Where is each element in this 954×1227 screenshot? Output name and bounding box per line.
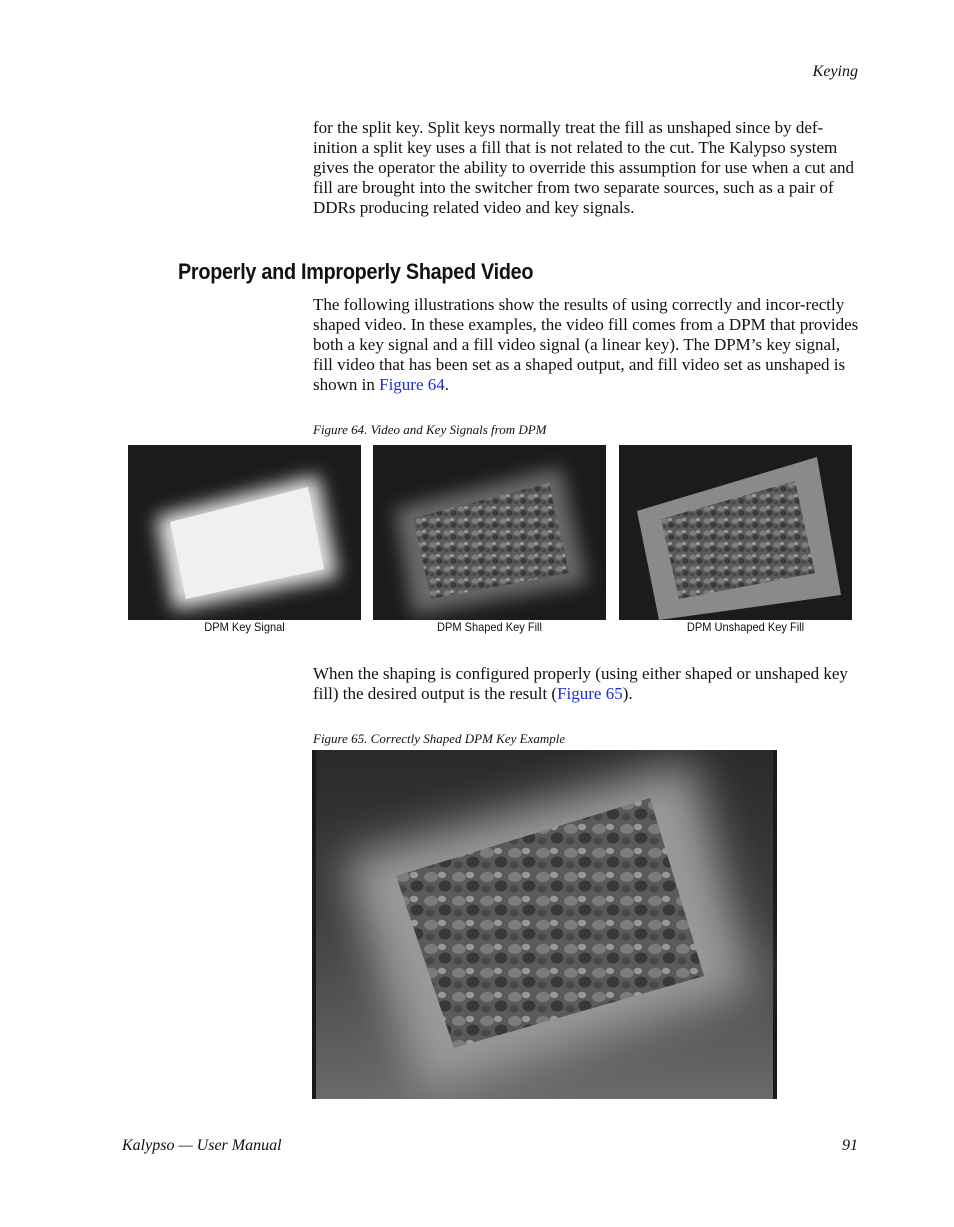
key-signal-image [128, 445, 361, 620]
body-paragraph: for the split key. Split keys normally treat the fill as unshaped since by def-inition a split key uses a fill that is not related to the cut. The Kalypso system gives the operator the ability to override this assumption for use when a cut and fill are brought into the switcher from two separate sources, such as a pair of DDRs producing related video and key signals. [313, 118, 855, 217]
section-heading: Properly and Improperly Shaped Video [178, 259, 534, 284]
paragraph-text: When the shaping is configured properly (using either shaped or unshaped key fill) the desired output is the result ( [313, 664, 848, 703]
footer-manual-title: Kalypso — User Manual [122, 1137, 282, 1154]
paragraph-end: . [444, 375, 450, 394]
figure-caption: Figure 65. Correctly Shaped DPM Key Example [313, 731, 566, 746]
panel-label: DPM Shaped Key Fill [437, 620, 542, 634]
body-paragraph [313, 295, 859, 395]
shaped-key-fill-image [373, 445, 606, 620]
panel-label: DPM Key Signal [204, 620, 285, 634]
figure-caption: Figure 64. Video and Key Signals from DPM [313, 422, 547, 437]
body-paragraph [313, 664, 859, 704]
figure-64-link[interactable]: Figure 64 [379, 375, 445, 394]
footer-page-number: 91 [842, 1137, 858, 1154]
correctly-shaped-key-image [312, 750, 777, 1099]
header-chapter: Keying [812, 63, 858, 80]
figure-65-link[interactable]: Figure 65 [557, 684, 623, 703]
unshaped-key-fill-image [619, 445, 852, 620]
paragraph-end: ). [622, 684, 633, 703]
panel-label: DPM Unshaped Key Fill [686, 620, 805, 634]
paragraph-text: The following illustrations show the results of using correctly and incor-rectly shaped video. In these examples, the video fill comes from a DPM that provides both a key signal and a fill video signal (a linear key). The DPM’s key signal, fill video that has been set as a shaped output, and fill video set as unshaped is shown in [313, 295, 859, 394]
